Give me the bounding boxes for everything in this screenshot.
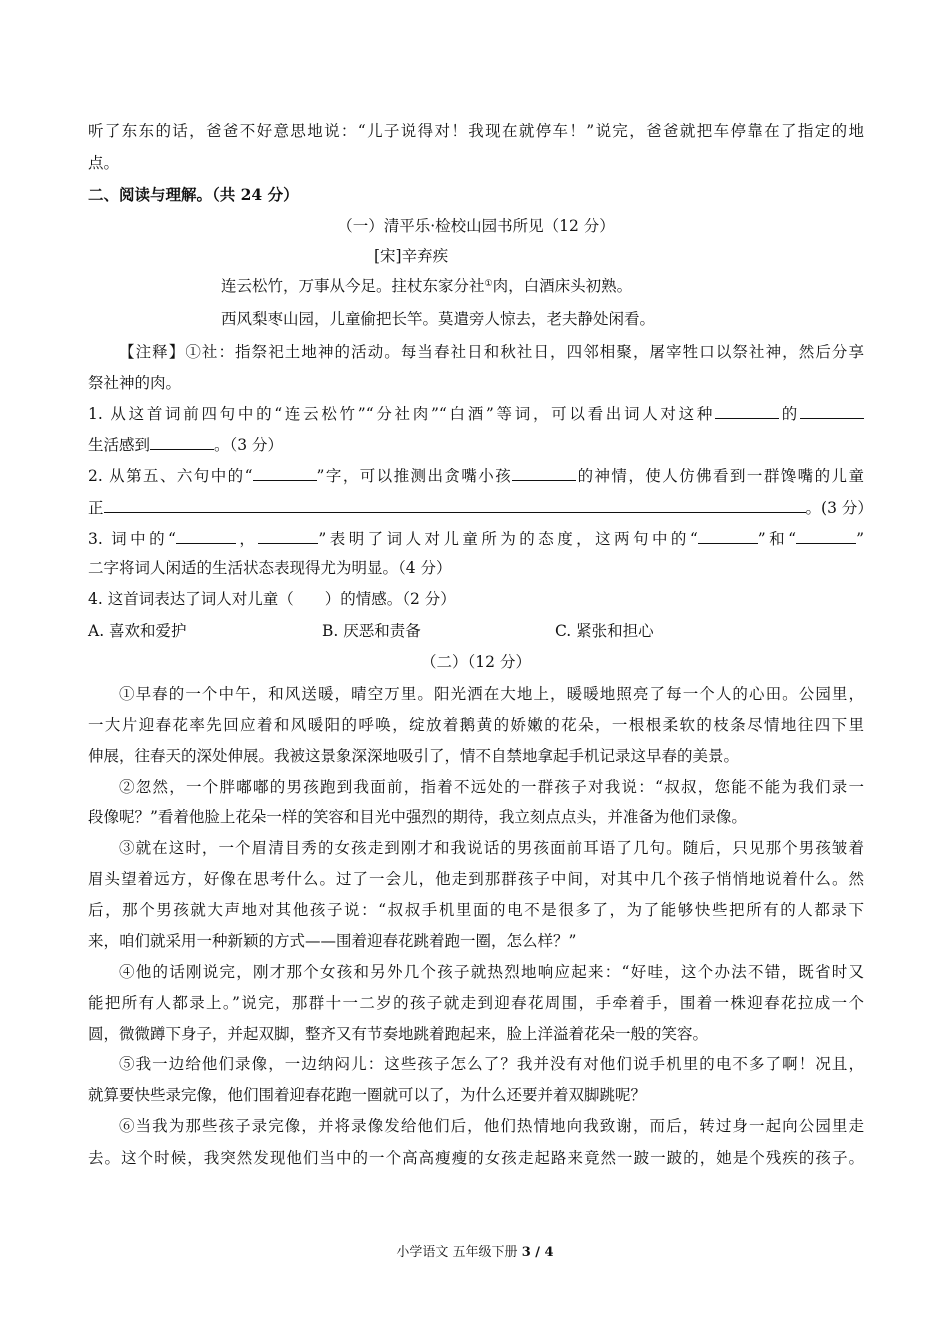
passage-p2-line-2: 段像呢？”看着他脸上花朵一样的笑容和目光中强烈的期待，我立刻点点头，并准备为他们录像。: [88, 808, 747, 826]
passage-p4-line-1: ④他的话刚说完，刚才那个女孩和另外几个孩子就热烈地响应起来：“好哇，这个办法不错，既省时又: [119, 963, 864, 981]
question-3-text-b: ，: [235, 530, 259, 548]
answer-blank[interactable]: [715, 403, 779, 419]
passage-p6-line-2: 去。这个时候，我突然发现他们当中的一个高高瘦瘦的女孩走起路来竟然一跛一跛的，她是个残疾的孩子。: [88, 1149, 864, 1167]
answer-blank[interactable]: [800, 403, 864, 419]
passage-p3-line-2: 眉头望着远方，好像在思考什么。过了一会儿，他走到那群孩子中间，对其中几个孩子悄悄地说着什么。然: [88, 870, 864, 888]
answer-blank[interactable]: [258, 528, 318, 544]
poem-line-1-text-a: 连云松竹，万事从今足。拄杖东家分社: [221, 277, 485, 295]
question-3-text-e: ”: [856, 530, 864, 548]
top-paragraph-line-2: 点。: [88, 154, 120, 172]
option-b[interactable]: B. 厌恶和责备: [322, 622, 421, 640]
answer-blank[interactable]: [796, 528, 856, 544]
question-1-line-1: [88, 403, 864, 424]
question-1-text-b: 的: [779, 405, 800, 423]
question-3-line-1: [88, 528, 864, 549]
passage-p3-line-4: 来，咱们就采用一种新颖的方式——围着迎春花跳着跑一圈，怎么样？”: [88, 932, 577, 950]
question-3-line-2: 二字将词人闲适的生活状态表现得尤为明显。（4 分）: [88, 559, 452, 577]
option-a[interactable]: A. 喜欢和爱护: [88, 622, 187, 640]
answer-blank[interactable]: [150, 434, 214, 450]
question-2-text-d: 正: [88, 499, 104, 517]
poem-line-2: 西风梨枣山园，儿童偷把长竿。莫遣旁人惊去，老夫静处闲看。: [221, 310, 656, 328]
poem-note-line-2: 祭社神的肉。: [88, 374, 182, 392]
poem-line-1-text-b: 肉，白酒床头初熟。: [492, 277, 633, 295]
question-2-text-b: ”字，可以推测出贪嘴小孩: [316, 467, 513, 485]
section-heading: 二、阅读与理解。（共 24 分）: [88, 185, 299, 204]
footer-text: 小学语文 五年级下册: [396, 1245, 522, 1260]
passage-p1-line-1: ①早春的一个中午，和风送暖，晴空万里。阳光洒在大地上，暖暖地照亮了每一个人的心田。公园里，: [119, 685, 864, 703]
question-1-line-2: [88, 434, 864, 455]
page-number: 3 / 4: [521, 1245, 554, 1260]
answer-blank[interactable]: [253, 465, 317, 481]
option-c[interactable]: C. 紧张和担心: [555, 622, 654, 640]
poem-author: [宋]辛弃疾: [374, 247, 449, 265]
question-1-text-a: 1. 从这首词前四句中的“连云松竹”“分社肉”“白酒”等词，可以看出词人对这种: [88, 405, 716, 423]
passage-p3-line-3: 后，那个男孩就大声地对其他孩子说：“叔叔手机里面的电不是很多了，为了能够快些把所有的人都录下: [88, 901, 864, 919]
question-2-line-1: [88, 465, 864, 486]
top-paragraph-line-1: 听了东东的话，爸爸不好意思地说：“儿子说得对！我现在就停车！”说完，爸爸就把车停靠在了指定的地: [88, 122, 864, 140]
question-2-text-e: 。(3 分）: [805, 499, 873, 517]
passage-p4-line-2: 能把所有人都录上。”说完，那群十一二岁的孩子就走到迎春花周围，手牵着手，围着一株迎春花拉成一个: [88, 994, 864, 1012]
question-1-text-d: 。（3 分）: [214, 436, 284, 454]
poem-note-line-1: 【注释】①社：指祭祀土地神的活动。每当春社日和秋社日，四邻相聚，屠宰牲口以祭社神，然后分享: [119, 343, 864, 361]
question-3-text-a: 3. 词中的“: [88, 530, 176, 548]
answer-blank[interactable]: [698, 528, 758, 544]
passage-p5-line-2: 就算要快些录完像，他们围着迎春花跑一圈就可以了，为什么还要并着双脚跳呢？: [88, 1086, 647, 1104]
page-footer: [0, 1244, 950, 1262]
question-3-text-d: ”和“: [757, 530, 797, 548]
passage-p2-line-1: ②忽然，一个胖嘟嘟的男孩跑到我面前，指着不远处的一群孩子对我说：“叔叔，您能不能为我们录一: [119, 778, 864, 796]
passage-p5-line-1: ⑤我一边给他们录像，一边纳闷儿：这些孩子怎么了？我并没有对他们说手机里的电不多了啊！况且，: [119, 1055, 864, 1073]
poem-line-1: [221, 276, 861, 296]
question-2-line-2: [88, 497, 873, 518]
poem-title: （一）清平乐·检校山园书所见（12 分）: [337, 217, 615, 235]
passage-p1-line-2: 一大片迎春花率先回应着和风暖阳的呼唤，绽放着鹅黄的娇嫩的花朵，一根根柔软的枝条尽情地往四下里: [88, 716, 864, 734]
question-2-text-a: 2. 从第五、六句中的“: [88, 467, 253, 485]
question-3-text-c: ”表明了词人对儿童所为的态度，这两句中的“: [318, 530, 698, 548]
question-4: 4. 这首词表达了词人对儿童（ ）的情感。（2 分）: [88, 590, 456, 608]
passage-p1-line-3: 伸展，往春天的深处伸展。我被这景象深深地吸引了，情不自禁地拿起手机记录这早春的美景。: [88, 747, 740, 765]
answer-blank[interactable]: [176, 528, 236, 544]
answer-blank-long[interactable]: [104, 497, 806, 513]
passage-title: （二）（12 分）: [421, 653, 531, 671]
passage-p6-line-1: ⑥当我为那些孩子录完像，并将录像发给他们后，他们热情地向我致谢，而后，转过身一起向公园里走: [119, 1117, 864, 1135]
footnote-marker: ①: [484, 279, 493, 289]
answer-blank[interactable]: [512, 465, 576, 481]
passage-p3-line-1: ③就在这时，一个眉清目秀的女孩走到刚才和我说话的男孩面前耳语了几句。随后，只见那个男孩皱着: [119, 839, 864, 857]
question-2-text-c: 的神情，使人仿佛看到一群馋嘴的儿童: [576, 467, 864, 485]
passage-p4-line-3: 圆，微微蹲下身子，并起双脚，整齐又有节奏地跳着跑起来，脸上洋溢着花朵一般的笑容。: [88, 1025, 709, 1043]
question-1-text-c: 生活感到: [88, 436, 151, 454]
